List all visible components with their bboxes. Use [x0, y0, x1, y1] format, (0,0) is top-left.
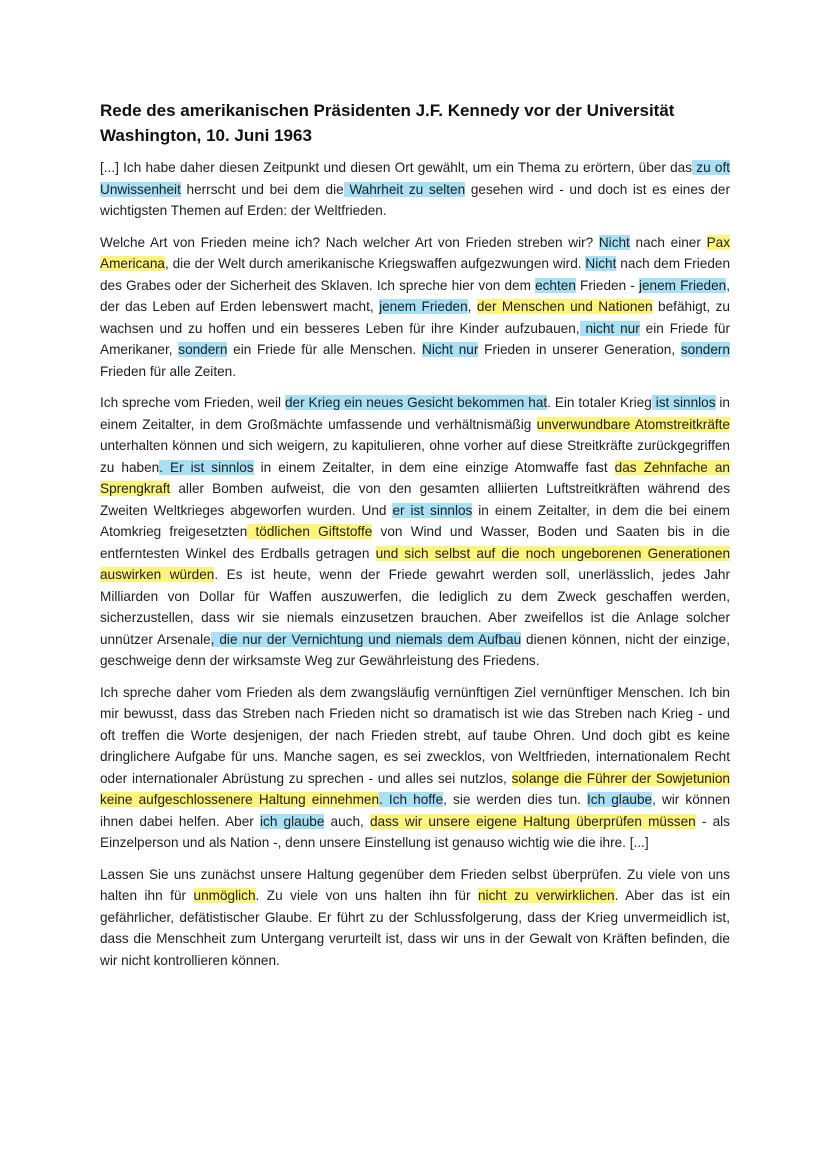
highlight-blue: echten	[535, 277, 576, 293]
text-segment: unterhalten können und sich weigern, zu kapitulieren, ohne vorher auf diese Streitkräfte zurückgegriffen zu haben	[100, 438, 730, 475]
text-segment: befähigt, zu wachsen und zu hoffen und ein besseres Leben für ihre Kinder aufzubauen,	[100, 299, 730, 336]
highlight-yellow: Pax Americana	[100, 234, 730, 271]
highlight-yellow: und sich selbst auf die noch ungeborenen Generationen auswirken würden	[100, 545, 731, 582]
document-body	[100, 157, 730, 971]
text-segment: Frieden in unserer Generation,	[478, 342, 681, 357]
highlight-blue: Nicht	[585, 256, 617, 271]
text-segment: . Ein totaler Krieg	[547, 395, 652, 410]
text-segment: . Es ist heute, wenn der Friede gewahrt werden soll, unerlässlich, jedes Jahr Milliarden von Dollar für Waffen auszuwerfen, die lediglich zu dem Zweck geschaffen werden, sicherzustellen, dass wir sie niemals einzusetzen brauchen. Aber zweifellos ist die Anlage solcher unnützer Arsenale	[100, 567, 730, 647]
text-segment: auch,	[324, 813, 370, 829]
highlight-blue: , die nur der Vernichtung und niemals dem Aufbau	[210, 631, 522, 647]
text-segment: , der das Leben auf Erden lebenswert macht,	[100, 277, 730, 314]
highlight-blue: der Krieg ein neues Gesicht bekommen hat	[284, 395, 548, 410]
text-segment: Frieden -	[575, 277, 639, 293]
highlight-blue: jenem Frieden	[638, 277, 727, 293]
text-segment: gesehen wird - und doch ist es eines der wichtigsten Themen auf Erden: der Weltfrieden.	[100, 181, 730, 218]
text-segment: Welche Art von Frieden meine ich? Nach welcher Art von Frieden streben wir?	[100, 234, 599, 250]
text-segment: von Wind und Wasser, Boden und Saaten bis in die entferntesten Winkel des Erdballs getragen	[100, 524, 730, 561]
highlight-blue: . Er ist sinnlos	[159, 459, 254, 475]
text-segment: , sie werden dies tun.	[443, 792, 588, 807]
paragraph	[100, 682, 730, 854]
text-segment: . Aber das ist ein gefährlicher, defätistischer Glaube. Er führt zu der Schlussfolgerung, dass der Krieg unvermeidlich ist, dass die Menschheit zum Untergang verurteilt ist, dass wir uns in der Gewalt von Kräften befinden, die wir nicht kontrollieren können.	[100, 888, 731, 968]
highlight-blue: jenem Frieden	[379, 299, 468, 314]
highlight-blue: ist sinnlos	[651, 395, 716, 410]
highlight-blue: . Ich hoffe	[379, 792, 444, 807]
highlight-blue: Wahrheit zu selten	[343, 181, 466, 197]
paragraph	[100, 392, 730, 672]
paragraph	[100, 157, 730, 222]
highlight-yellow: nicht zu verwirklichen	[477, 888, 615, 903]
text-segment: ein Friede für alle Menschen.	[227, 342, 423, 357]
text-segment: - als Einzelperson und als Nation -, denn unsere Einstellung ist genauso wichtig wie die ihre. [...]	[100, 813, 730, 850]
text-segment: , wir können ihnen dabei helfen. Aber	[100, 792, 731, 829]
highlight-yellow: solange die Führer der Sowjetunion keine aufgeschlossenere Haltung einnehmen	[100, 770, 730, 807]
text-segment: in einem Zeitalter, in dem eine einzige Atomwaffe fast	[253, 459, 615, 475]
highlight-blue: er ist sinnlos	[392, 502, 473, 518]
highlight-blue: Nicht nur	[422, 342, 479, 357]
text-segment: nach dem Frieden des Grabes oder der Sicherheit des Sklaven. Ich spreche hier von dem	[100, 256, 730, 293]
text-segment: , die der Welt durch amerikanische Kriegswaffen aufgezwungen wird.	[164, 256, 586, 271]
highlight-blue: zu oft Unwissenheit	[100, 160, 730, 197]
highlight-blue: Nicht	[598, 234, 630, 250]
highlight-blue: sondern	[178, 342, 228, 357]
highlight-blue: ich glaube	[260, 813, 325, 829]
highlight-blue: Ich glaube	[587, 792, 653, 807]
document-page	[100, 98, 730, 981]
highlight-yellow: unmöglich	[193, 888, 256, 903]
text-segment: herrscht und bei dem die	[180, 181, 344, 197]
text-segment: ein Friede für Amerikaner,	[100, 320, 730, 357]
text-segment: Frieden für alle Zeiten.	[100, 363, 237, 379]
highlight-yellow: unverwundbare Atomstreitkräfte	[536, 416, 730, 432]
highlight-blue: nicht nur	[579, 320, 640, 336]
highlight-yellow: dass wir unsere eigene Haltung überprüfen müssen	[369, 813, 696, 829]
text-segment: Ich spreche vom Frieden, weil	[100, 395, 285, 410]
text-segment: in einem Zeitalter, in dem die bei einem Atomkrieg freigesetzten	[100, 502, 730, 539]
highlight-yellow: tödlichen Giftstoffe	[247, 524, 373, 539]
highlight-blue: sondern	[680, 342, 730, 357]
text-segment: in einem Zeitalter, in dem Großmächte umfassende und verhältnismäßig	[100, 395, 730, 432]
document-title: Rede des amerikanischen Präsidenten J.F. Kennedy vor der Universität Washington, 10. Juni 1963	[100, 101, 675, 145]
text-segment: dienen können, nicht der einzige, geschweige denn der wirksamste Weg zur Gewährleistung des Friedens.	[100, 631, 730, 668]
text-segment: [...] Ich habe daher diesen Zeitpunkt und diesen Ort gewählt, um ein Thema zu erörtern, über das	[100, 160, 693, 175]
highlight-yellow: der Menschen und Nationen	[476, 299, 653, 314]
text-segment: Ich spreche daher vom Frieden als dem zwangsläufig vernünftigen Ziel vernünftiger Menschen. Ich bin mir bewusst, dass das Streben nach Frieden nicht so dramatisch ist wie das Streben nach Krieg - und oft treffen die Worte desjenigen, der nach Frieden strebt, auf taube Ohren. Und doch gibt es keine dringlichere Aufgabe für uns. Manche sagen, es sei zwecklos, von Weltfrieden, internationalem Recht oder internationaler Abrüstung zu sprechen - und alles sei nutzlos,	[100, 684, 730, 786]
text-segment: ,	[467, 299, 477, 314]
text-segment: aller Bomben aufweist, die von den gesamten alliierten Luftstreitkräften während des Zweiten Weltkrieges abgeworfen wurden. Und	[100, 481, 730, 518]
text-segment: nach einer	[629, 234, 707, 250]
paragraph	[100, 232, 730, 383]
text-segment: . Zu viele von uns halten ihn für	[255, 888, 478, 903]
highlight-yellow: das Zehnfache an Sprengkraft	[100, 459, 730, 496]
text-segment: Lassen Sie uns zunächst unsere Haltung gegenüber dem Frieden selbst überprüfen. Zu viele von uns halten ihn für	[100, 866, 730, 903]
paragraph	[100, 864, 730, 972]
